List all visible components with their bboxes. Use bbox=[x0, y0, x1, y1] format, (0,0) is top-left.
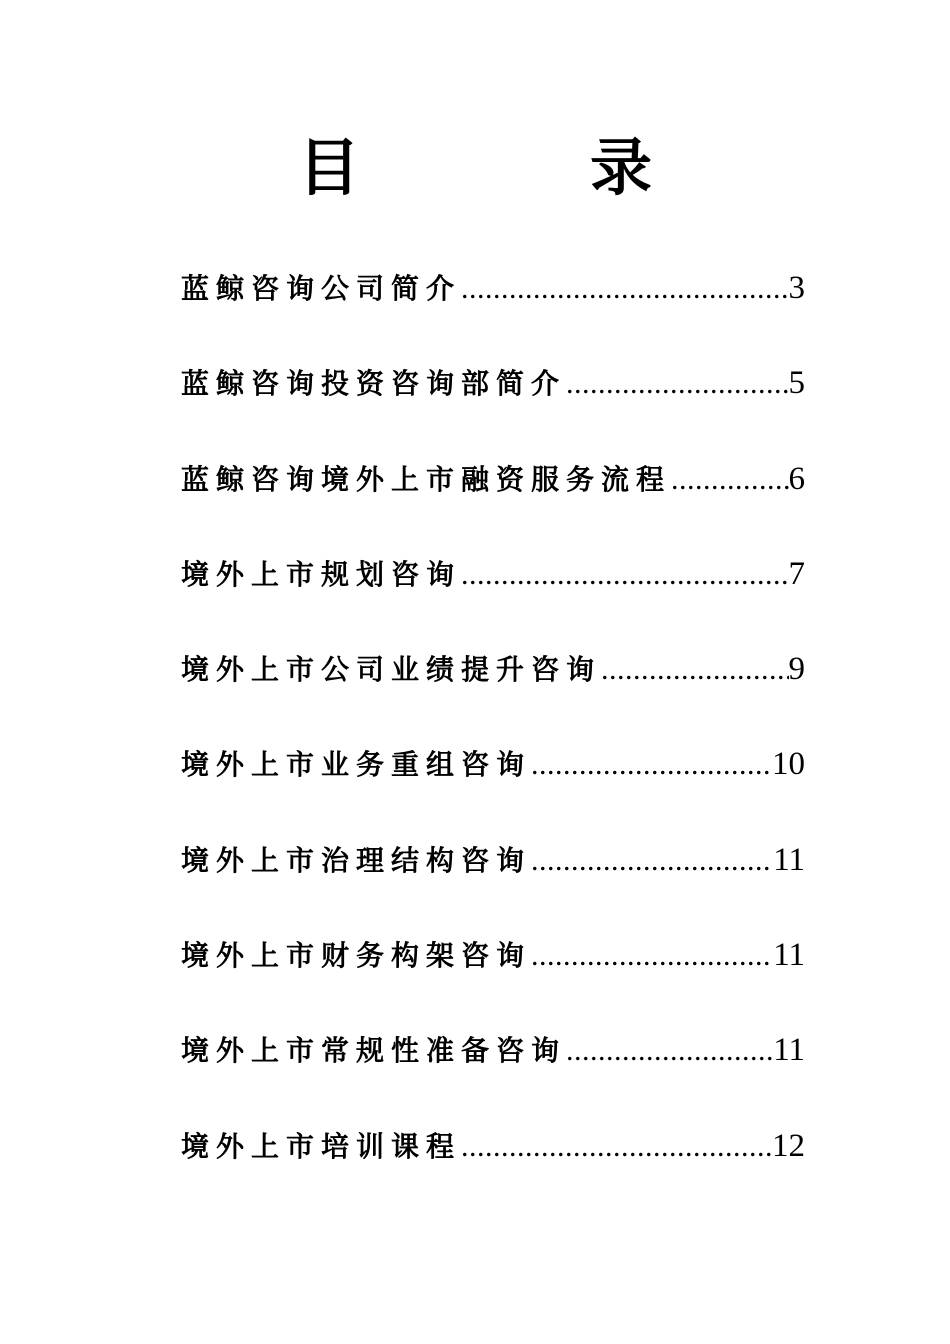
toc-dot-leader bbox=[566, 1021, 773, 1081]
toc-entry-label: 境外上市规划咨询 bbox=[181, 557, 462, 591]
toc-entry-page-number: 12 bbox=[772, 1127, 805, 1164]
toc-entry-page-number: 3 bbox=[788, 270, 805, 306]
toc-entry-label: 境外上市财务构架咨询 bbox=[181, 939, 532, 973]
toc-entry-page-number: 10 bbox=[772, 746, 805, 783]
toc-entry-page-number: 11 bbox=[773, 937, 805, 974]
toc-dot-leader bbox=[461, 1117, 772, 1177]
toc-entry[interactable] bbox=[181, 449, 805, 544]
toc-entry[interactable] bbox=[181, 830, 805, 925]
toc-entry-page-number: 11 bbox=[773, 1032, 805, 1069]
toc-entry[interactable] bbox=[181, 639, 805, 734]
toc-entry-label: 蓝鲸咨询投资咨询部简介 bbox=[181, 367, 567, 401]
toc-entry-label: 蓝鲸咨询公司简介 bbox=[181, 272, 462, 305]
toc-list bbox=[181, 258, 805, 1211]
toc-title: 目 录 bbox=[297, 131, 736, 204]
toc-entry-page-number: 6 bbox=[788, 460, 805, 497]
toc-entry-label: 蓝鲸咨询境外上市融资服务流程 bbox=[181, 462, 672, 496]
toc-entry-page-number: 7 bbox=[788, 555, 805, 592]
toc-dot-leader bbox=[531, 735, 772, 795]
toc-entry-label: 境外上市业务重组咨询 bbox=[181, 748, 532, 782]
toc-dot-leader bbox=[461, 545, 788, 605]
toc-entry-page-number: 11 bbox=[773, 841, 805, 878]
toc-entry-label: 境外上市治理结构咨询 bbox=[181, 843, 532, 877]
toc-entry[interactable] bbox=[181, 925, 805, 1020]
toc-entry[interactable] bbox=[181, 353, 805, 448]
toc-entry[interactable] bbox=[181, 1020, 805, 1115]
toc-entry[interactable] bbox=[181, 544, 805, 639]
toc-entry-page-number: 9 bbox=[788, 651, 805, 688]
toc-dot-leader bbox=[531, 831, 773, 891]
toc-dot-leader bbox=[601, 640, 788, 700]
toc-entry-page-number: 5 bbox=[788, 365, 805, 402]
toc-dot-leader bbox=[671, 450, 788, 510]
toc-entry[interactable] bbox=[181, 1116, 805, 1211]
toc-entry[interactable] bbox=[181, 734, 805, 829]
toc-dot-leader bbox=[461, 259, 788, 319]
toc-entry-label: 境外上市培训课程 bbox=[181, 1129, 462, 1163]
toc-entry-label: 境外上市公司业绩提升咨询 bbox=[181, 653, 602, 687]
toc-dot-leader bbox=[566, 354, 788, 414]
toc-entry[interactable] bbox=[181, 258, 805, 353]
toc-entry-label: 境外上市常规性准备咨询 bbox=[181, 1034, 567, 1068]
toc-dot-leader bbox=[531, 926, 773, 986]
